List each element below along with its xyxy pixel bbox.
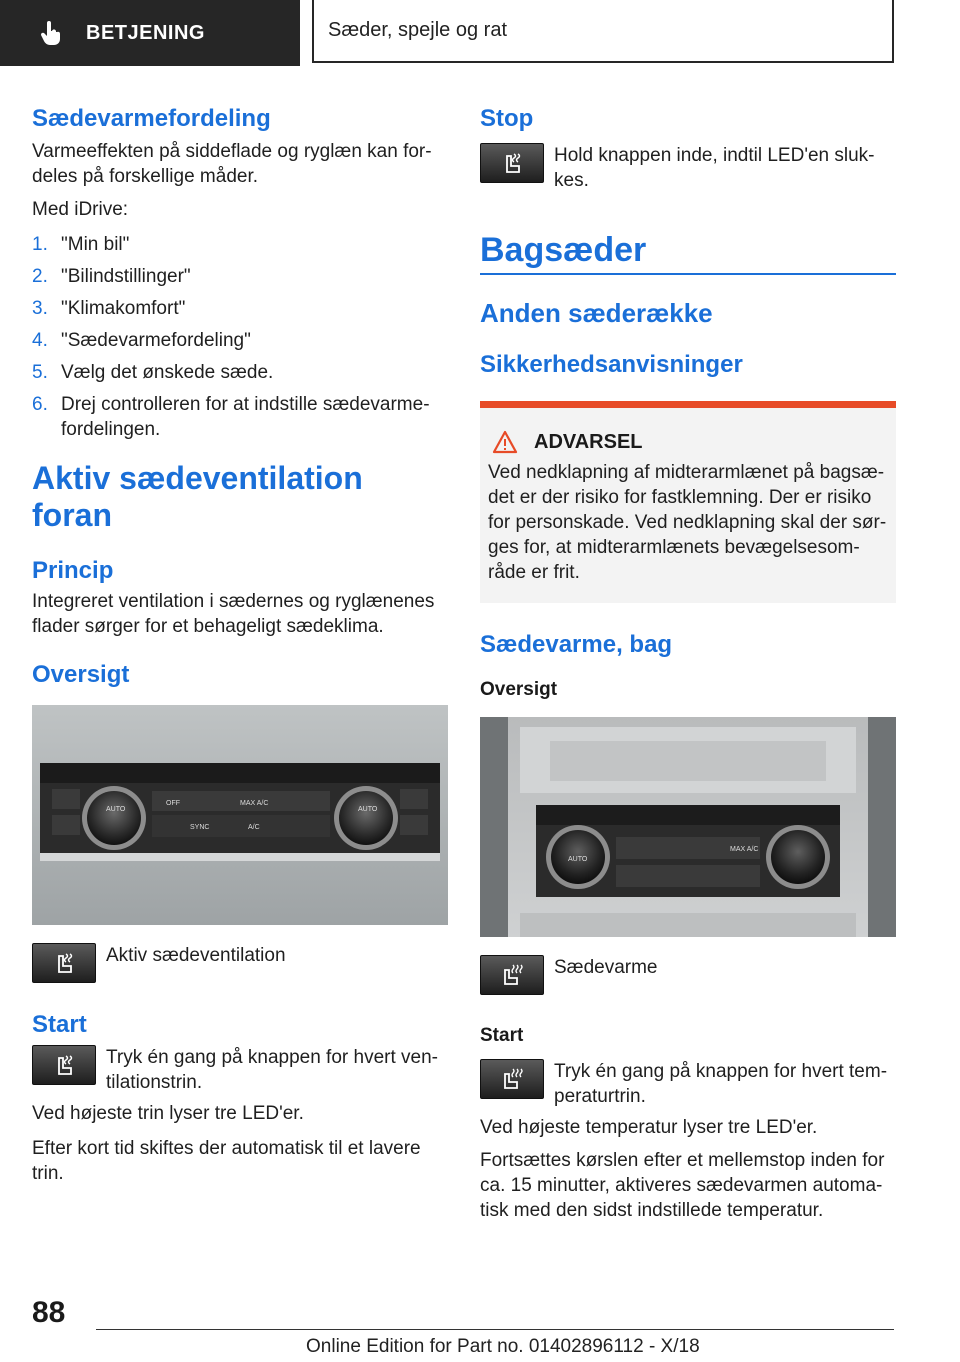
ventilation-icon-row — [32, 943, 448, 983]
stop-text: Hold knappen inde, indtil LED'en sluk-kes. — [554, 145, 875, 191]
heading-safety: Sikkerhedsanvisninger — [480, 351, 743, 378]
panel-label: AUTO — [106, 806, 126, 814]
auto-switch-text: Efter kort tid skiftes der automatisk til et lavere trin. — [32, 1138, 421, 1185]
panel-label: AUTO — [568, 856, 588, 863]
list-item: 1. "Min bil" — [32, 234, 130, 255]
heading-seat-heat-rear: Sædevarme, bag — [480, 631, 673, 658]
footer-rule — [96, 1329, 894, 1330]
distribution-text: Varmeeffekten på siddeflade og ryglæn kan for-deles på forskellige måder. — [32, 141, 432, 187]
warning-bar — [480, 401, 896, 408]
warning-triangle-icon — [492, 430, 518, 454]
seat-heating-icon — [480, 955, 544, 995]
heading-rule — [480, 273, 896, 275]
seat-heating-icon — [480, 1059, 544, 1099]
highest-level-text: Ved højeste trin lyser tre LED'er. — [32, 1103, 304, 1125]
start-ventilation-row — [32, 1045, 448, 1095]
heating-caption: Sædevarme — [554, 957, 658, 978]
front-climate-panel-photo — [32, 705, 448, 925]
start-heating-row — [480, 1059, 896, 1109]
right-column — [480, 100, 896, 1223]
chapter-title-box — [312, 0, 894, 63]
warning-body: Ved nedklapning af midterarmlænet på bagsæ-det er der risiko for fastklemning. Der er risiko for personskade. Ved nedklapning skal der sør-ges for, at midterarmlænets bevægelsesom-råde er frit. — [488, 462, 887, 583]
idrive-text: Med iDrive: — [32, 199, 129, 220]
heading-stop: Stop — [480, 105, 534, 132]
heading-rear-seats: Bagsæder — [480, 231, 647, 269]
heading-principle: Princip — [32, 557, 114, 585]
heading-seat-heat-distribution: Sædevarmefordeling — [32, 105, 271, 132]
heading-overview-rear: Oversigt — [480, 679, 558, 700]
list-item: 3. "Klimakomfort" — [32, 298, 186, 319]
seat-ventilation-icon — [480, 143, 544, 183]
highest-temp-text: Ved højeste temperatur lyser tre LED'er. — [480, 1117, 818, 1138]
section-tab — [0, 0, 300, 66]
list-item: 2. "Bilindstillinger" — [32, 266, 191, 287]
warning-title: ADVARSEL — [488, 430, 888, 454]
list-item: 6. Drej controlleren for at indstille sædevarme-fordelingen. — [32, 394, 430, 440]
heading-overview-front: Oversigt — [32, 661, 130, 689]
page-header — [0, 0, 960, 66]
ventilation-caption: Aktiv sædeventilation — [106, 945, 286, 967]
page-number: 88 — [32, 1296, 66, 1329]
panel-label: SYNC — [190, 824, 210, 832]
chapter-title: Sæder, spejle og rat — [328, 19, 507, 41]
hand-pointer-icon — [38, 20, 64, 46]
panel-label: MAX A/C — [730, 846, 759, 853]
start-ventilation-text: Tryk én gang på knappen for hvert ven-tilationstrin. — [106, 1047, 438, 1094]
start-heating-text: Tryk én gang på knappen for hvert tem-peraturtrin. — [554, 1061, 888, 1107]
heading-start-front: Start — [32, 1011, 87, 1039]
idrive-steps — [32, 232, 448, 442]
panel-label: MAX A/C — [240, 800, 269, 808]
heading-active-ventilation: Aktiv sædeventilation foran — [32, 460, 363, 533]
rear-climate-panel-photo — [480, 717, 896, 937]
edition-text: Online Edition for Part no. 01402896112 - X/18 — [306, 1336, 700, 1357]
warning-box — [480, 401, 896, 603]
list-item: 4. "Sædevarmefordeling" — [32, 330, 251, 351]
principle-text: Integreret ventilation i sædernes og ryglænenes flader sørger for et behageligt sædeklima. — [32, 591, 435, 638]
panel-label: OFF — [166, 800, 180, 808]
seat-ventilation-icon — [32, 943, 96, 983]
heating-icon-row — [480, 955, 896, 995]
panel-label: A/C — [248, 824, 260, 832]
left-column — [32, 100, 448, 1186]
heading-start-rear: Start — [480, 1025, 524, 1046]
continue-drive-text: Fortsættes kørslen efter et mellemstop inden for ca. 15 minutter, aktiveres sædevarmen automa-tisk med den sidst indstillede temperatur. — [480, 1150, 885, 1221]
section-tab-label: BETJENING — [86, 21, 205, 44]
stop-row — [480, 143, 896, 193]
panel-label: AUTO — [358, 806, 378, 814]
list-item: 5. Vælg det ønskede sæde. — [32, 362, 274, 383]
seat-ventilation-icon — [32, 1045, 96, 1085]
heading-second-row: Anden sæderække — [480, 298, 713, 328]
